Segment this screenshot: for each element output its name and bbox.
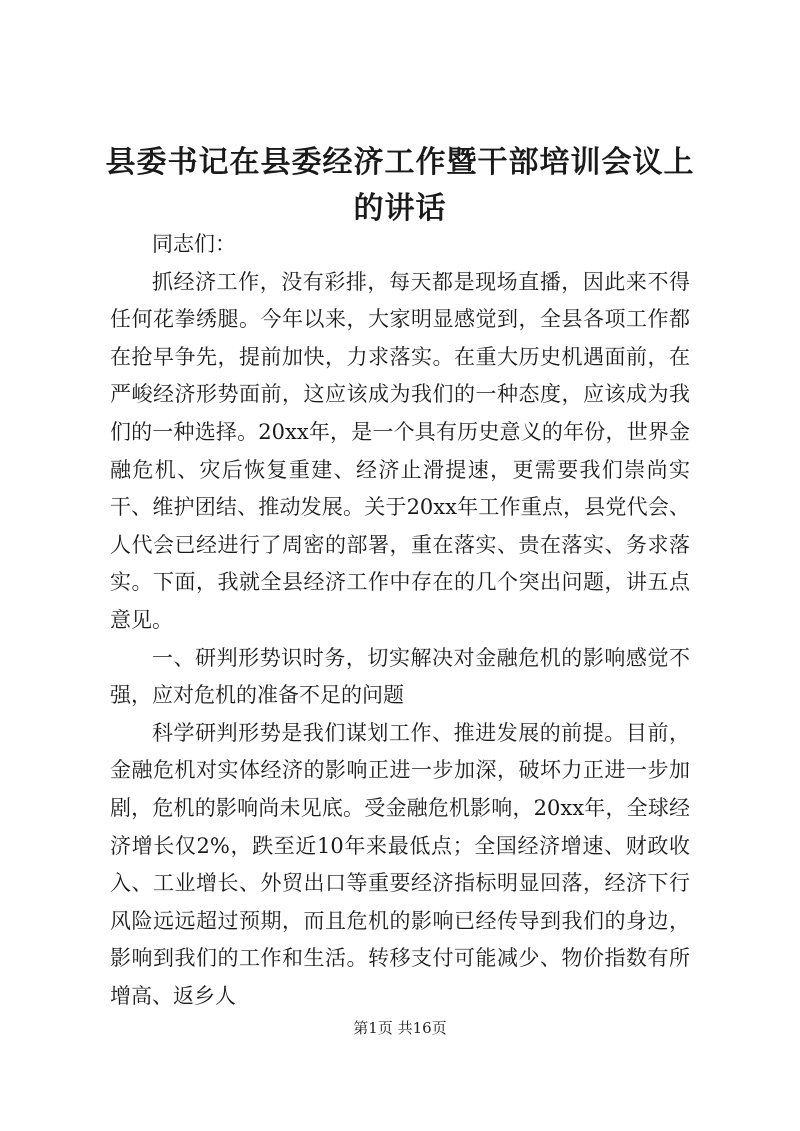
document-body <box>110 226 690 1015</box>
salutation: 同志们： <box>152 232 236 256</box>
page-footer: 第1页 共16页 <box>353 1019 447 1037</box>
paragraph-situation: 科学研判形势是我们谋划工作、推进发展的前提。目前，金融危机对实体经济的影响正进一步加深，破坏力正进一步加剧，危机的影响尚未见底。受金融危机影响，20xx年，全球经济增长仅2%，跌至近10年来最低点；全国经济增速、财政收入、工业增长、外贸出口等重要经济指标明显回落，经济下行风险远远超过预期，而且危机的影响已经传导到我们的身边，影响到我们的工作和生活。转移支付可能减少、物价指数有所增高、返乡人 <box>110 720 690 1008</box>
section-heading-1: 一、研判形势识时务，切实解决对金融危机的影响感觉不强，应对危机的准备不足的问题 <box>110 645 690 708</box>
paragraph-intro: 抓经济工作，没有彩排，每天都是现场直播，因此来不得任何花拳绣腿。今年以来，大家明显感觉到，全县各项工作都在抢早争先，提前加快，力求落实。在重大历史机遇面前，在严峻经济形势面前，这应该成为我们的一种态度，应该成为我们的一种选择。20xx年，是一个具有历史意义的年份，世界金融危机、灾后恢复重建、经济止滑提速，更需要我们崇尚实干、维护团结、推动发展。关于20xx年工作重点，县党代会、人代会已经进行了周密的部署，重在落实、贵在落实、务求落实。下面，我就全县经济工作中存在的几个突出问题，讲五点意见。 <box>110 269 690 632</box>
document-title: 县委书记在县委经济工作暨干部培训会议上的讲话 <box>105 145 695 226</box>
